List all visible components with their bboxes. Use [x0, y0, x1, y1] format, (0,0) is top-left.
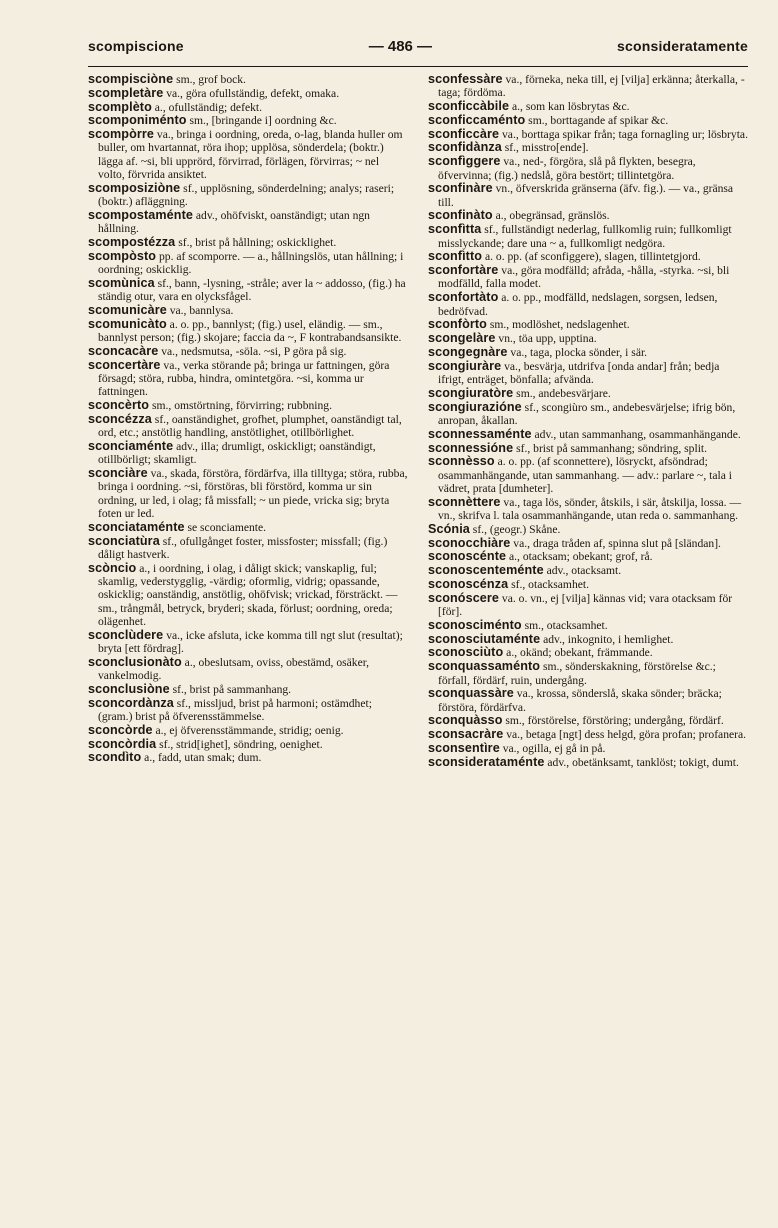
dictionary-entry — [88, 277, 408, 304]
definition: va., ogilla, ej gå in på. — [499, 742, 606, 756]
definition: adv., obetänksamt, tanklöst; tokigt, dumt. — [544, 755, 739, 769]
definition: va., skada, förstöra, fördärfva, illa tilltyga; störa, rubba, bringa i oordning. ~si, förstöras, bli förstörd, komma ur sin ordning, ur led, i olag; få missfall; ~ un piede, vricka sig; bryta foten ur led. — [98, 467, 408, 520]
dictionary-entry — [428, 291, 748, 318]
headword: sconoscenteménte — [428, 563, 544, 578]
dictionary-entry — [428, 332, 748, 345]
definition: va., göra ofullständig, defekt, omaka. — [163, 86, 340, 100]
dictionary-entry — [88, 87, 408, 100]
definition: sf., oanständighet, grofhet, plumphet, oanständigt tal, ord, etc.; anstötlig handling, anstötlighet, otillbörlighet. — [98, 412, 402, 440]
definition: sf., scongiùro sm., andebesvärjelse; ifrig bön, anropan, åkallan. — [438, 400, 736, 427]
dictionary-entry — [428, 455, 748, 495]
dictionary-entry — [88, 413, 408, 440]
headword: sconficcàbile — [428, 99, 510, 114]
dictionary-entry — [428, 250, 748, 263]
headword: sconnessióne — [428, 440, 514, 455]
definition: sf., upplösning, sönderdelning; analys; raseri; (boktr.) afläggning. — [98, 181, 395, 209]
definition: va. o. vn., ej [vilja] kännas vid; vara otacksam för [för]. — [438, 591, 733, 619]
headword: sconoscénte — [428, 549, 507, 564]
definition: va., besvärja, utdrifva [onda andar] från; bedja ifrigt, enträget, bönfalla; afvända. — [438, 359, 720, 387]
dictionary-entry — [428, 442, 748, 455]
headword: scomunicàto — [88, 316, 167, 331]
dictionary-entry — [88, 182, 408, 209]
dictionary-entry — [428, 387, 748, 400]
headword: sconnessaménte — [428, 426, 532, 441]
page-number: — 486 — — [368, 38, 433, 55]
definition: va., göra modfälld; afråda, -hålla, -styrka. ~si, bli modfälld, falla modet. — [438, 264, 730, 291]
definition: a., otacksam; obekant; grof, rå. — [506, 550, 653, 564]
dictionary-entry — [88, 562, 408, 628]
definition: va., taga, plocka sönder, i sär. — [507, 345, 648, 359]
dictionary-entry — [428, 141, 748, 154]
headword: sconciaménte — [88, 439, 174, 454]
headword: scongiuratòre — [428, 385, 514, 400]
definition: sm., sönderskakning, förstörelse &c.; förfall, fördärf, ruin, undergång. — [438, 660, 716, 687]
headword: sconficcàre — [428, 126, 500, 141]
dictionary-entry — [428, 128, 748, 141]
dictionary-entry — [428, 633, 748, 646]
definition: va., bringa i oordning, oreda, o-lag, blanda huller om buller, om hvartannat, röra ihop; upplösa, sönderdela; (boktr.) lägga af. ~si, bli upprörd, förvirrad, förlägen, förvirras; ~ nel volto, förvrida ansiktet. — [98, 128, 403, 182]
definition: sf., fullständigt nederlag, fullkomlig ruin; fullkomligt misslyckande; dare una ~ a, fullkomligt nedgöra. — [438, 223, 732, 250]
definition: sm., grof bock. — [173, 73, 246, 86]
headword: sconsentìre — [428, 741, 500, 756]
headword: sconciàre — [88, 466, 148, 481]
headword: sconnèttere — [428, 494, 501, 509]
definition: sf., (geogr.) Skåne. — [469, 522, 561, 536]
headword: sconcòrdia — [88, 736, 157, 751]
headword: sconocchiàre — [428, 535, 511, 550]
headword: scomponiménto — [88, 113, 187, 128]
definition: sf., brist på sammanhang. — [169, 682, 292, 696]
headword: scomùnica — [88, 275, 155, 290]
definition: pp. af scomporre. — a., hållningslös, utan hållning; i oordning; oskicklig. — [98, 249, 404, 277]
dictionary-entry — [428, 428, 748, 441]
header-rule — [88, 66, 748, 67]
definition: a., i oordning, i olag, i dåligt skick; vanskaplig, ful; skamlig, vederstygglig, -värdig; oformlig, vidrig; opassande, oskicklig; oanständig, anstötlig, ohöfvisk; vrickad, försträckt. — sm., trångmål, betryck, bryderi; skada, förlust; oordning, oreda; olägenhet. — [98, 561, 398, 628]
columns — [88, 73, 748, 770]
headword: sconcèrto — [88, 398, 150, 413]
definition: sm., förstörelse, förstöring; undergång, fördärf. — [502, 714, 724, 728]
headword: sconfortàto — [428, 290, 499, 305]
dictionary-entry — [428, 646, 748, 659]
definition: sm., [bringande i] oordning &c. — [186, 114, 337, 128]
dictionary-entry — [88, 697, 408, 724]
dictionary-entry — [428, 714, 748, 727]
definition: a. o. pp. (af sconnettere), lösryckt, afsöndrad; osammanhängande, utan sammanhang. — adv.: parlare ~, tala i vädret, prata [dumheter]. — [438, 455, 732, 495]
headword: sconcacàre — [88, 343, 159, 358]
headword: sconquàsso — [428, 713, 503, 728]
dictionary-entry — [428, 318, 748, 331]
definition: a. o. pp. (af sconfiggere), slagen, tillintetgjord. — [482, 250, 701, 264]
headword: sconfìggere — [428, 154, 501, 169]
definition: a., ofullständig; defekt. — [151, 100, 263, 114]
headword: sconóscere — [428, 590, 500, 605]
headword: scompisciòne — [88, 72, 174, 86]
definition: va., borttaga spikar från; taga fornagling ur; lösbryta. — [499, 127, 748, 141]
definition: adv., inkognito, i hemlighet. — [540, 632, 674, 646]
dictionary-entry — [88, 521, 408, 534]
page-header — [88, 38, 748, 62]
definition: sm., andebesvärjare. — [513, 386, 611, 400]
headword: sconcòrde — [88, 722, 153, 737]
headword: sconosciutaménte — [428, 631, 541, 646]
dictionary-entry — [88, 399, 408, 412]
definition: a., obeslutsam, oviss, obestämd, osäker, vankelmodig. — [98, 655, 370, 683]
dictionary-entry — [88, 724, 408, 737]
definition: adv., utan sammanhang, osammanhängande. — [531, 427, 741, 441]
definition: sf., brist på hållning; oskicklighet. — [175, 236, 337, 250]
headword: scongiuràre — [428, 358, 502, 373]
definition: a., ej öfverensstämmande, stridig; oenig. — [152, 723, 344, 737]
definition: sm., borttagande af spikar &c. — [525, 113, 669, 127]
headword: Scónia — [428, 521, 470, 536]
definition: sf., misstro[ende]. — [501, 141, 589, 155]
dictionary-entry — [88, 250, 408, 277]
dictionary-entry — [428, 223, 748, 250]
definition: sf., ofullgånget foster, missfoster; missfall; (fig.) dåligt hastverk. — [98, 534, 388, 561]
headword: sconcézza — [88, 411, 152, 426]
definition: va., verka störande på; bringa ur fattningen, göra försagd; störa, rubba, hindra, omintetgöra. ~si, komma ur fattningen. — [98, 358, 390, 399]
dictionary-entry — [88, 345, 408, 358]
dictionary-entry — [88, 128, 408, 181]
definition: va., ned-, förgöra, slå på flykten, besegra, öfvervinna; (fig.) nedslå, göra bestört; tillintetgöra. — [438, 155, 696, 182]
headword: sconfessàre — [428, 72, 503, 86]
definition: va., icke afsluta, icke komma till ngt slut (resultat); bryta [ett fördrag]. — [98, 628, 403, 655]
headword: scompletàre — [88, 85, 164, 100]
dictionary-entry — [88, 101, 408, 114]
definition: sm., omstörtning, förvirring; rubbning. — [149, 399, 333, 413]
headword: scompostaménte — [88, 207, 193, 222]
headword: sconnèsso — [428, 454, 495, 469]
header-first-word: scompiscione — [88, 38, 184, 54]
headword: scongelàre — [428, 331, 496, 346]
headword: scomunicàre — [88, 303, 167, 318]
dictionary-entry — [428, 209, 748, 222]
dictionary-entry — [88, 738, 408, 751]
dictionary-entry — [428, 592, 748, 619]
left-column — [88, 73, 408, 770]
dictionary-entry — [428, 564, 748, 577]
definition: adv., otacksamt. — [543, 564, 622, 578]
definition: va., bannlysa. — [166, 304, 234, 318]
headword: sconciataménte — [88, 519, 185, 534]
dictionary-entry — [88, 683, 408, 696]
definition: va., nedsmutsa, -söla. ~si, P göra på sig. — [158, 344, 347, 358]
dictionary-entry — [428, 742, 748, 755]
dictionary-entry — [428, 401, 748, 428]
headword: sconclùdere — [88, 627, 164, 642]
dictionary-entry — [428, 182, 748, 209]
definition: sf., strid[ighet], söndring, oenighet. — [156, 737, 323, 751]
dictionary-entry — [428, 578, 748, 591]
headword: sconfinàto — [428, 208, 493, 223]
definition: a., fadd, utan smak; dum. — [141, 751, 262, 765]
dictionary-entry — [428, 360, 748, 387]
headword: sconcertàre — [88, 357, 161, 372]
dictionary-entry — [428, 728, 748, 741]
headword: sconcordànza — [88, 695, 174, 710]
headword: sconsiderataménte — [428, 754, 545, 769]
definition: vn., töa upp, upptina. — [495, 332, 597, 346]
definition: a., obegränsad, gränslös. — [492, 209, 610, 223]
headword: sconoscénza — [428, 576, 509, 591]
definition: se sconciamente. — [184, 520, 267, 534]
definition: sf., brist på sammanhang; söndring, split. — [513, 441, 708, 455]
dictionary-entry — [88, 751, 408, 764]
dictionary-entry — [428, 687, 748, 714]
headword: sconfortàre — [428, 263, 499, 278]
dictionary-entry — [88, 535, 408, 562]
headword: scomposiziòne — [88, 180, 181, 195]
definition: vn., öfverskrida gränserna (äfv. fig.). — va., gränsa till. — [438, 182, 734, 209]
headword: scompòsto — [88, 248, 157, 263]
headword: sconciatùra — [88, 533, 160, 548]
definition: va., krossa, sönderslå, skaka sönder; bräcka; förstöra, fördärfva. — [438, 687, 722, 714]
dictionary-entry — [428, 114, 748, 127]
dictionary-entry — [88, 359, 408, 399]
dictionary-entry — [428, 73, 748, 100]
definition: sf., bann, -lysning, -stråle; aver la ~ addosso, (fig.) ha ständig otur, vara en olycksfågel. — [98, 276, 406, 304]
dictionary-entry — [88, 209, 408, 236]
definition: va., betaga [ngt] dess helgd, göra profan; profanera. — [503, 728, 747, 742]
dictionary-entry — [88, 73, 408, 86]
headword: sconosciùto — [428, 645, 504, 660]
dictionary-entry — [88, 440, 408, 467]
definition: adv., ohöfviskt, oanständigt; utan ngn hållning. — [98, 208, 370, 236]
headword: scòncio — [88, 560, 137, 575]
definition: adv., illa; drumligt, oskickligt; oanständigt, otillbörligt; skamligt. — [98, 440, 376, 467]
headword: sconfidànza — [428, 140, 502, 155]
headword: sconclusionàto — [88, 654, 182, 669]
definition: va., taga lös, sönder, åtskils, i sär, åtskilja, lossa. — vn., skrifva l. tala osammanhängande, utan reda o. sammanhang. — [438, 495, 742, 522]
right-column — [428, 73, 748, 770]
dictionary-entry — [88, 467, 408, 520]
headword: scompostézza — [88, 235, 176, 250]
definition: sf., otacksamhet. — [508, 577, 590, 591]
headword: scongiurazióne — [428, 399, 522, 414]
definition: sf., missljud, brist på harmoni; ostämdhet; (gram.) brist på öfverensstämmelse. — [98, 696, 372, 723]
dictionary-entry — [428, 660, 748, 687]
definition: a., som kan lösbrytas &c. — [509, 100, 630, 114]
header-last-word: sconsideratamente — [616, 38, 748, 54]
definition: a. o. pp., bannlyst; (fig.) usel, eländig. — sm., bannlyst person; (fig.) skojare; faccia da ~, F kontrabandsansikte. — [98, 317, 402, 345]
dictionary-entry — [88, 318, 408, 345]
headword: sconfòrto — [428, 317, 487, 332]
headword: sconsacràre — [428, 727, 504, 742]
dictionary-entry — [88, 114, 408, 127]
dictionary-entry — [428, 619, 748, 632]
dictionary-entry — [88, 656, 408, 683]
dictionary-entry — [428, 155, 748, 182]
definition: va., förneka, neka till, ej [vilja] erkänna; återkalla, -taga; fördöma. — [438, 73, 745, 100]
headword: sconfìtto — [428, 249, 483, 264]
headword: sconclusiòne — [88, 681, 170, 696]
headword: sconosciménto — [428, 617, 522, 632]
dictionary-entry — [428, 100, 748, 113]
headword: sconficcaménto — [428, 112, 526, 127]
headword: scondìto — [88, 750, 142, 765]
dictionary-entry — [428, 550, 748, 563]
definition: a., okänd; obekant, främmande. — [503, 646, 653, 660]
dictionary-entry — [88, 304, 408, 317]
headword: scompòrre — [88, 127, 154, 142]
dictionary-entry — [88, 236, 408, 249]
definition: a. o. pp., modfälld, nedslagen, sorgsen, ledsen, bedröfvad. — [438, 291, 718, 318]
definition: sm., otacksamhet. — [521, 618, 608, 632]
dictionary-entry — [428, 346, 748, 359]
definition: va., draga tråden af, spinna slut på [sländan]. — [510, 536, 721, 550]
headword: sconfìtta — [428, 222, 482, 237]
dictionary-entry — [88, 629, 408, 656]
definition: sm., modlöshet, nedslagenhet. — [486, 318, 630, 332]
dictionary-entry — [428, 523, 748, 536]
dictionary-entry — [428, 537, 748, 550]
headword: scomplèto — [88, 99, 152, 114]
headword: sconfinàre — [428, 181, 493, 196]
dictionary-entry — [428, 496, 748, 523]
headword: scongegnàre — [428, 344, 508, 359]
dictionary-entry — [428, 756, 748, 769]
headword: sconquassaménto — [428, 659, 541, 674]
dictionary-entry — [428, 264, 748, 291]
headword: sconquassàre — [428, 686, 514, 701]
